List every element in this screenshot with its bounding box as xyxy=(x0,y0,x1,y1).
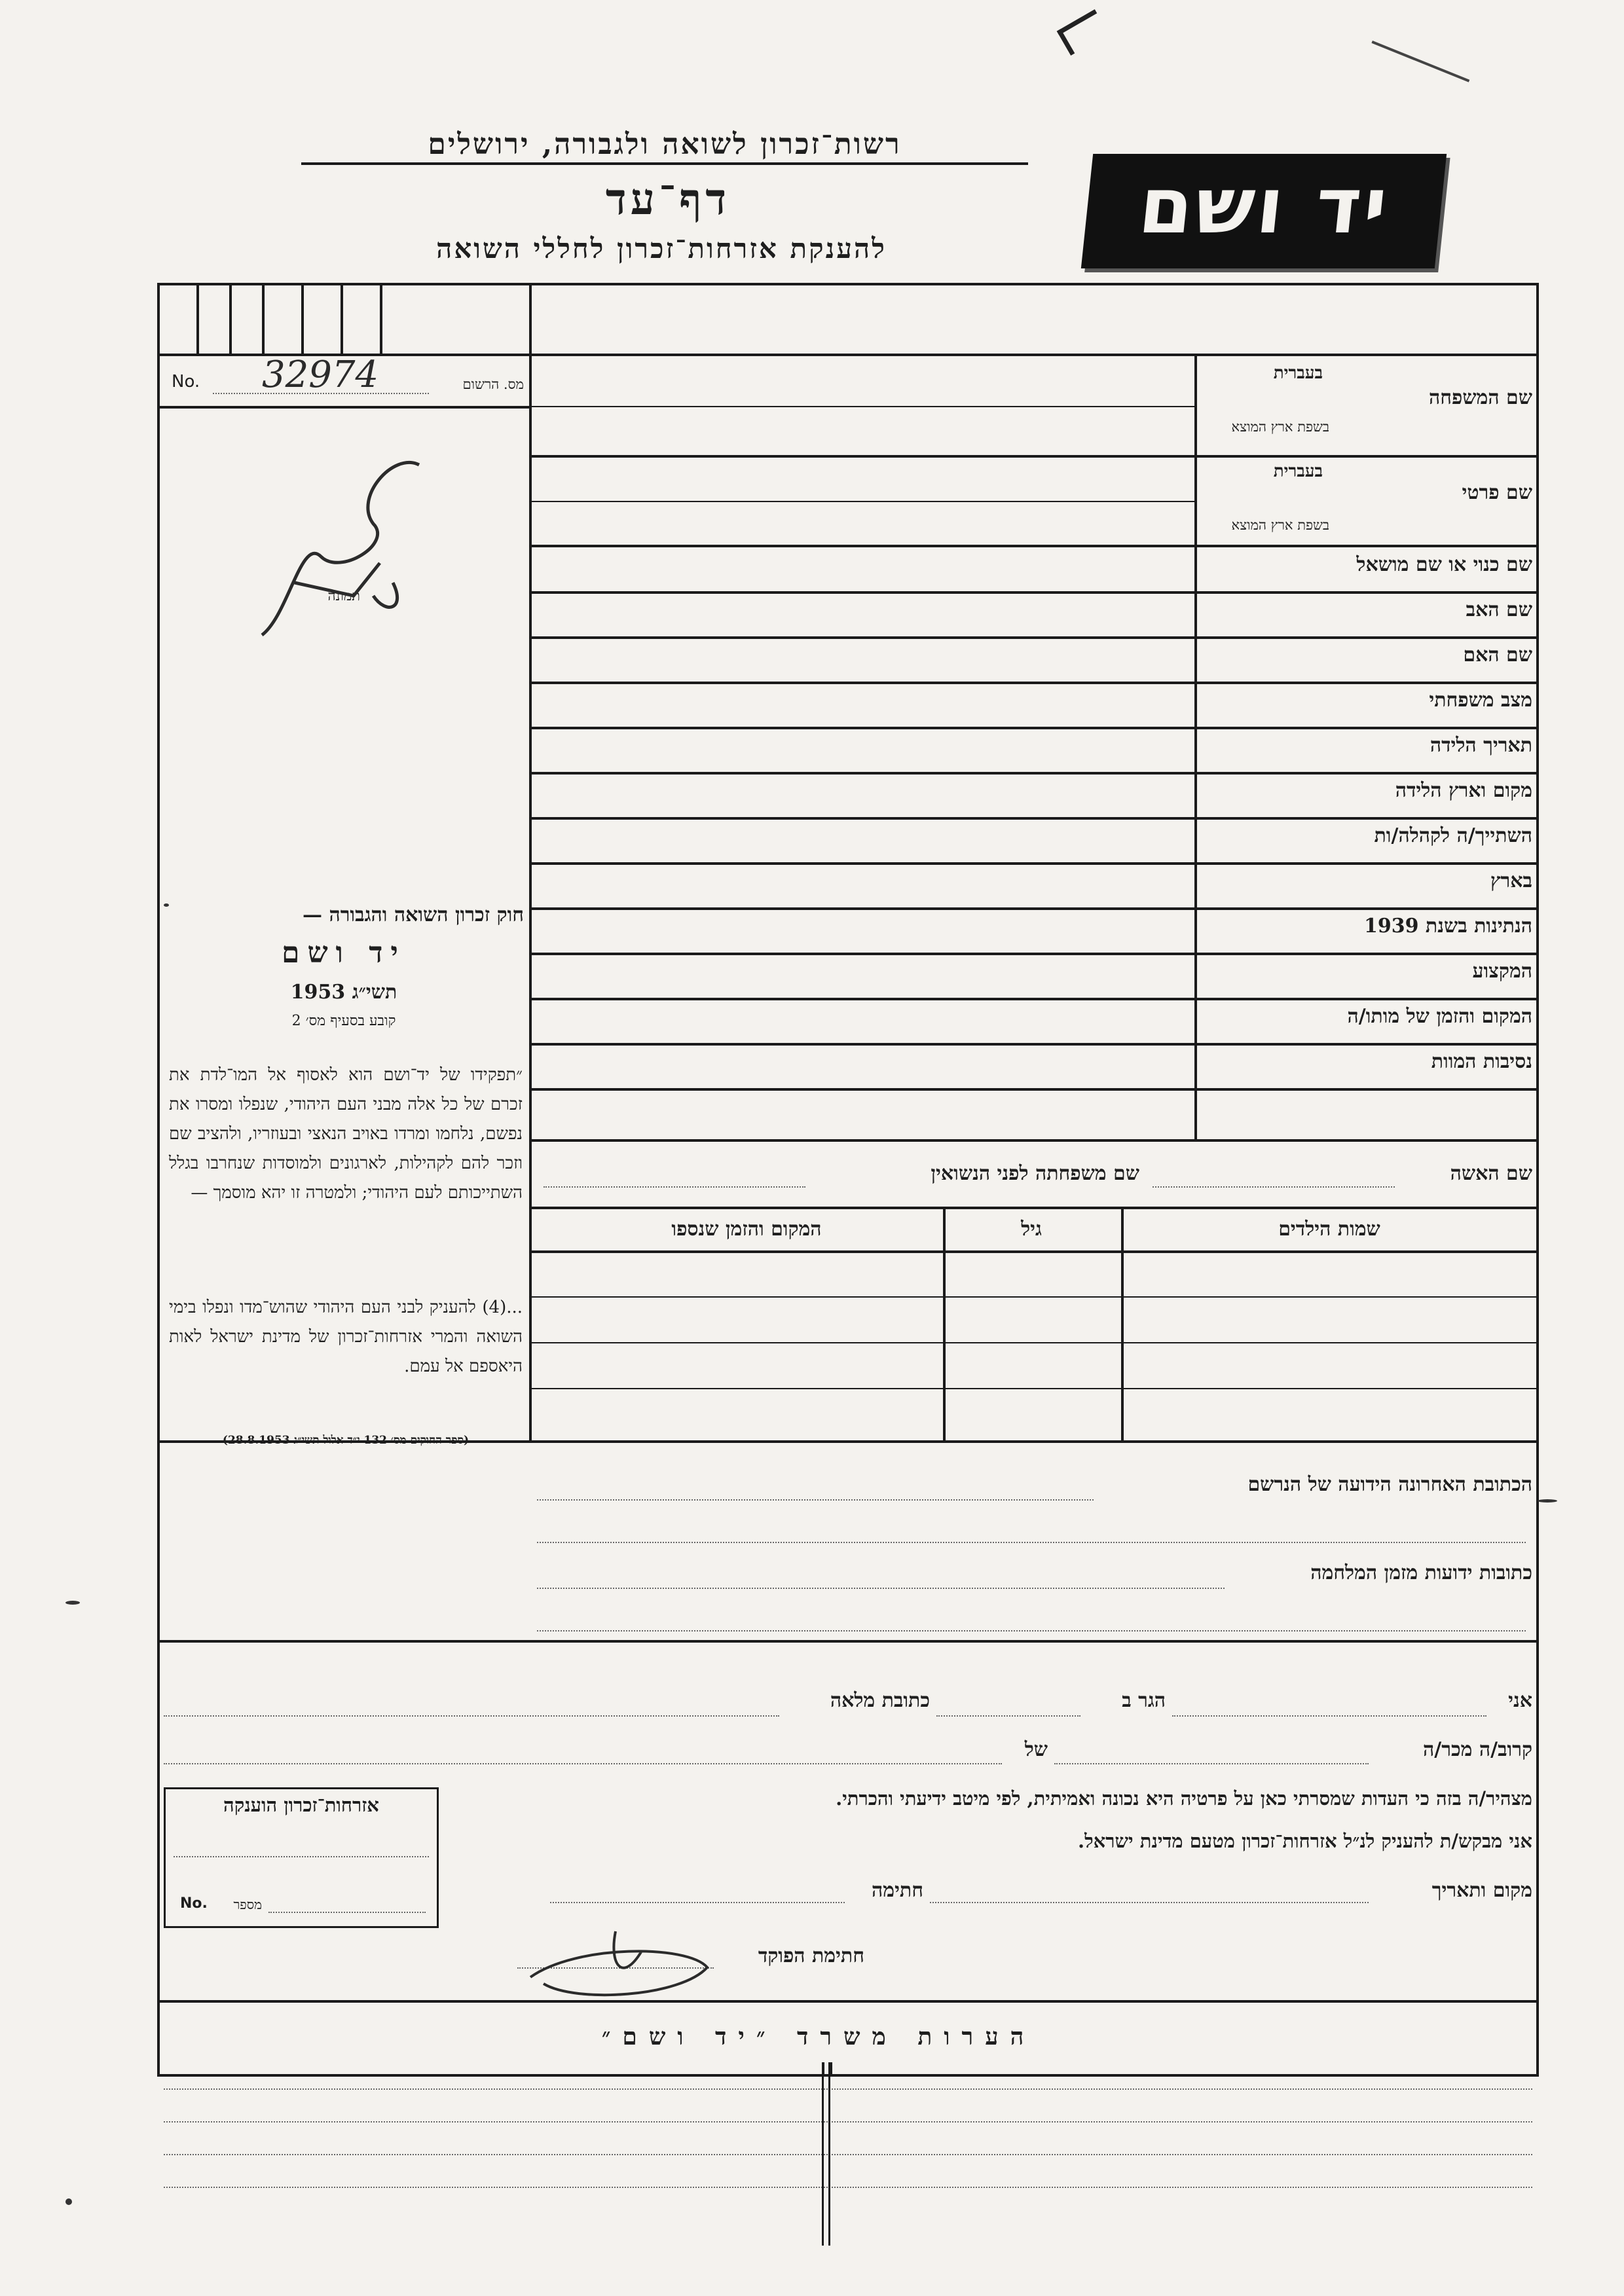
notes-dots-3 xyxy=(164,2154,1532,2155)
last-address-dots xyxy=(537,1499,1094,1501)
notes-top-line xyxy=(157,2000,1539,2003)
children-header-place-time: המקום והזמן שנספו xyxy=(671,1218,822,1241)
scan-speck xyxy=(65,1601,80,1605)
row-line xyxy=(529,1388,1539,1389)
row-line xyxy=(529,998,1539,1000)
decl-full-address: כתובת מלאה xyxy=(830,1689,930,1712)
notes-title: הערות משרד ״יד ושם״ xyxy=(601,2023,1036,2050)
regno-value: 32974 xyxy=(262,354,379,396)
staple-mark xyxy=(1057,9,1109,56)
row-line xyxy=(529,817,1539,820)
label-first-name: שם פרטי xyxy=(1462,481,1532,504)
scan-speck xyxy=(1538,1499,1557,1503)
scan-speck xyxy=(164,903,169,907)
wartime-dots-2 xyxy=(537,1630,1526,1631)
label-citizenship-1939: הנתינות בשנת 1939 xyxy=(1363,915,1532,938)
page-title: דף־עד xyxy=(605,173,731,225)
regno-line xyxy=(157,406,530,409)
row-line xyxy=(529,1207,1539,1209)
row-line xyxy=(529,772,1539,774)
citizenship-number-label: מספר xyxy=(233,1897,262,1912)
decl-i: אני xyxy=(1508,1689,1532,1712)
label-maiden-name: שם משפחתה לפני הנשואין xyxy=(931,1162,1139,1185)
row-line xyxy=(529,1088,1539,1091)
strip-cell-divider xyxy=(229,283,232,355)
label-death-circumstances: נסיבות המוות xyxy=(1431,1050,1532,1073)
law-paragraph-1: ״תפקידו של יד־ושם הוא לאסוף אל המו־לדת את זכרם של כל אלה מבני העם היהודי, שנפלו ומסרו את נפשם, נלחמו ומרדו באויב הנאצי ובעוזריו, ולהציב שם וזכר להם לקהילות, לארגונים ולמוסדות שנחרבו בגלל השתייכותם לעם היהודי; ולמטרה זו יהא מוסמך — xyxy=(169,1065,523,1203)
label-first-origin-lang: בשפת ארץ המוצא xyxy=(1231,517,1329,533)
decl-place-date: מקום ותאריך xyxy=(1431,1879,1532,1902)
children-header-names: שמות הילדים xyxy=(1278,1218,1380,1241)
strip-cell-divider xyxy=(380,283,382,355)
wartime-dots xyxy=(537,1588,1225,1589)
label-community: השתייך/ה לקהלה/ות xyxy=(1374,824,1532,847)
yad-vashem-logo xyxy=(1081,154,1447,268)
label-birth-place: מקום וארץ הלידה xyxy=(1395,779,1532,802)
decl-of: של xyxy=(1024,1738,1048,1761)
decl-place-date-dots xyxy=(930,1902,1369,1903)
label-mother-name: שם האם xyxy=(1463,644,1532,666)
row-line xyxy=(529,953,1539,955)
regno-label: מס. הרשום xyxy=(462,376,524,392)
decl-residing: הגר ב xyxy=(1122,1689,1166,1712)
law-name: יד ושם xyxy=(282,936,406,970)
row-line xyxy=(529,907,1539,910)
logo-text: יד ושם xyxy=(1134,160,1394,251)
row-line xyxy=(529,1250,1539,1253)
notes-dots-1 xyxy=(164,2088,1532,2090)
decl-statement: מצהיר/ה בזה כי העדות שמסרתי כאן על פרטיה היא נכונה ואמיתית, לפי מיטב ידיעתי והכרתי. xyxy=(836,1787,1532,1810)
strip-cell-divider xyxy=(196,283,199,355)
children-col-divider xyxy=(943,1207,946,1442)
citizenship-no-dots xyxy=(268,1912,426,1913)
officer-signature-scrawl xyxy=(517,1905,727,2010)
sub-line xyxy=(529,406,1194,407)
label-wartime-addresses: כתובות ידועות מזמן המלחמה xyxy=(1310,1561,1532,1584)
staple-mark-2 xyxy=(1359,41,1470,113)
law-paragraph-2: ...(4) להעניק לבני העם היהודי שהוש־מדו ונפלו בימי השואה והמרי אזרחות־זכרון של מדינת ישראל לאות היאספם אל עמם. xyxy=(169,1298,523,1376)
wife-dots xyxy=(1153,1186,1395,1188)
decl-relative: קרוב/ה מכר/ה xyxy=(1423,1738,1532,1761)
scan-speck xyxy=(65,2198,72,2205)
law-section: קובע בסעיף מס׳ 2 xyxy=(291,1013,396,1029)
label-marital-status: מצב משפחתי xyxy=(1429,689,1532,712)
sub-line xyxy=(529,501,1194,502)
decl-name-dots xyxy=(1172,1715,1486,1717)
decl-signature-dots xyxy=(550,1902,845,1903)
label-wife-name: שם האשה xyxy=(1450,1162,1532,1185)
row-line xyxy=(529,727,1539,729)
children-col-divider xyxy=(1121,1207,1124,1442)
strip-cell-divider xyxy=(341,283,343,355)
row-line xyxy=(529,1139,1539,1142)
decl-address-dots xyxy=(164,1715,779,1717)
label-country: בארץ xyxy=(1490,869,1532,892)
last-address-dots-2 xyxy=(537,1542,1526,1543)
row-line xyxy=(529,862,1539,865)
decl-of-dots xyxy=(164,1763,1002,1764)
row-line xyxy=(529,1342,1539,1343)
label-family-in-hebrew: בעברית xyxy=(1273,363,1323,383)
row-line xyxy=(529,636,1539,639)
decl-request: אני מבקש/ת להעניק לנ״ל אזרחות־זכרון מטעם מדינת ישראל. xyxy=(1078,1830,1532,1852)
photo-signature-scrawl xyxy=(223,445,458,655)
row-line xyxy=(529,545,1539,547)
label-birth-date: תאריך הלידה xyxy=(1430,734,1532,757)
photo-label: תמונה xyxy=(327,588,360,604)
label-family-origin-lang: בשפת ארץ המוצא xyxy=(1231,419,1329,435)
citizenship-no: No. xyxy=(180,1895,208,1912)
row-line xyxy=(529,455,1539,458)
label-profession: המקצוע xyxy=(1472,960,1532,983)
row-line xyxy=(157,1640,1539,1643)
label-last-address: הכתובת האחרונה הידועה של הנרשם xyxy=(1247,1473,1532,1496)
children-header-age: גיל xyxy=(1021,1218,1042,1241)
page-subtitle: להענקת אזרחות־זכרון לחללי השואה xyxy=(436,232,887,264)
law-citation: (ספר החוקים מס׳ 132 י״ד אלול תשי״ג 28.8.1953) xyxy=(222,1434,470,1447)
label-column-divider xyxy=(1194,354,1197,1139)
decl-city-dots xyxy=(936,1715,1080,1717)
label-first-in-hebrew: בעברית xyxy=(1273,462,1323,481)
authority-header: רשות־זכרון לשואה ולגבורה, ירושלים xyxy=(301,128,1028,165)
row-line xyxy=(529,1296,1539,1298)
label-father-name: שם האב xyxy=(1466,598,1532,621)
notes-center-rule-2 xyxy=(828,2062,830,2246)
strip-cell-divider xyxy=(262,283,265,355)
citizenship-title: אזרחות־זכרון הוענקה xyxy=(223,1794,379,1816)
decl-officer-signature: חתימת הפוקד xyxy=(758,1944,864,1967)
notes-dots-2 xyxy=(164,2121,1532,2123)
law-year: תשי״ג 1953 xyxy=(290,981,397,1004)
label-family-name: שם המשפחה xyxy=(1428,386,1532,409)
notes-center-rule xyxy=(822,2062,824,2246)
regno-label-no: No. xyxy=(172,372,200,392)
law-title: חוק זכרון השואה והגבורה — xyxy=(303,903,524,926)
row-line xyxy=(529,591,1539,594)
decl-relative-dots xyxy=(1054,1763,1369,1764)
row-line xyxy=(529,1043,1539,1046)
notes-dots-4 xyxy=(164,2187,1532,2188)
strip-cell-divider xyxy=(301,283,304,355)
maiden-dots xyxy=(544,1186,805,1188)
label-death-place-time: המקום והזמן של מותו/ה xyxy=(1347,1005,1532,1028)
label-nickname: שם כנוי או שם מושאל xyxy=(1356,553,1532,576)
citizenship-dots xyxy=(174,1856,429,1857)
decl-signature: חתימה xyxy=(872,1879,923,1902)
row-line xyxy=(529,682,1539,684)
